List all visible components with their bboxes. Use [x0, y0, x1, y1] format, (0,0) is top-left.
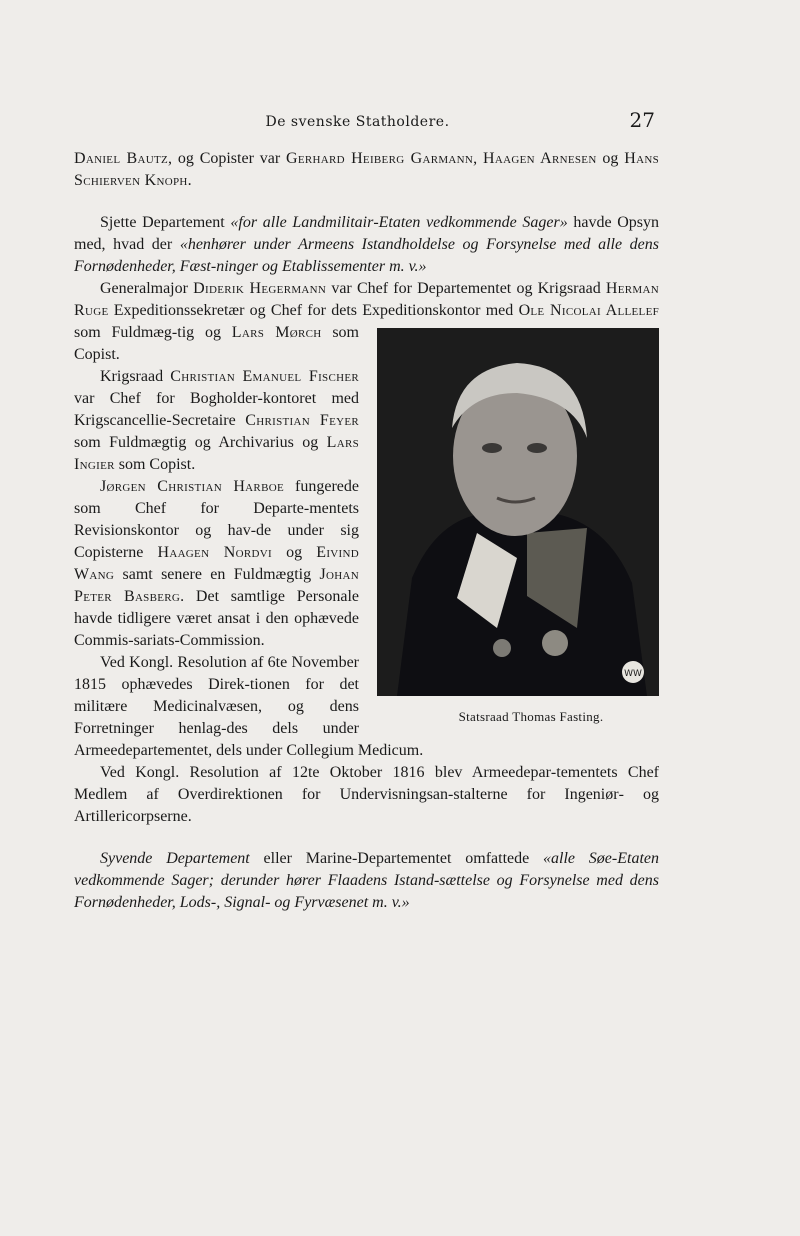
person-name: Gerhard Heiberg Garmann: [286, 150, 474, 167]
person-name: Herman Ruge: [74, 280, 659, 319]
person-name: Haagen Nordvi: [157, 544, 272, 561]
italic-quote: «for alle Landmilitair‐Etaten vedkommende Sager»: [230, 214, 568, 231]
text-run: Krigsraad: [100, 368, 171, 385]
body-text: [74, 148, 659, 914]
page: [60, 100, 670, 1200]
portrait-monogram: WW: [624, 669, 642, 679]
person-name: Christian Feyer: [245, 412, 359, 429]
person-name: Hans Schierven Knoph: [74, 150, 660, 189]
portrait-order-star: [542, 630, 568, 656]
text-run: , og Copister var: [168, 150, 287, 167]
person-name: Jørgen Christian Harboe: [100, 478, 284, 495]
person-name: Lars Ingier: [74, 434, 359, 473]
text-run: og: [596, 150, 625, 167]
person-name: Ole Nicolai Allelef: [518, 302, 660, 319]
text-run: eller Marine‐Departementet omfattede: [249, 850, 544, 867]
page-header: [60, 108, 655, 138]
figure-caption: Statsraad Thomas Fasting.: [458, 709, 604, 724]
person-name: Christian Emanuel Fischer: [170, 368, 359, 385]
portrait-left-eye: [482, 443, 502, 453]
paragraph-7: Ved Kongl. Resolution af 12te Oktober 1816 blev Armeedepar‐tementets Chef Medlem af Overdirektionen for Undervisningsan‐stalterne for Ingeniør‐ og Artillericorpserne.: [74, 764, 659, 825]
italic-quote: «alle Søe‐Etaten vedkommende Sager; derunder hører Flaadens Istand‐sættelse og Forsynelse med dens Fornødenheder, Lods‐, Signal‐ og Fyrvæsenet m. v.»: [74, 850, 659, 911]
paragraph-1: [74, 148, 659, 192]
text-run: som Copist.: [114, 456, 196, 473]
person-name: Diderik Hegermann: [193, 280, 327, 297]
portrait-medal: [493, 639, 511, 657]
text-run: var Chef for Departementet og Krigsraad: [326, 280, 606, 297]
text-run: Sjette Departement: [100, 214, 231, 231]
text-run: som Fuldmæg‐tig og: [74, 324, 232, 341]
text-run: .: [187, 172, 192, 189]
person-name: Lars Mørch: [231, 324, 322, 341]
person-name: Daniel Bautz: [74, 150, 168, 167]
text-run: ,: [473, 150, 484, 167]
portrait-image: [377, 328, 659, 696]
running-title: De svenske Statholdere.: [265, 114, 450, 130]
italic-quote: «henhører under Armeens Istandholdelse og Forsynelse med alle dens Fornødenheder, Fæst‐ninger og Etablissementer m. v.»: [74, 236, 660, 275]
person-name: Eivind Wang: [74, 544, 359, 583]
text-run: Generalmajor: [100, 280, 194, 297]
text-run: havde Opsyn med, hvad der: [74, 214, 660, 253]
text-run: som Copist.: [74, 324, 360, 363]
portrait-figure: [377, 328, 659, 728]
text-run: samt senere en Fuldmægtig: [114, 566, 320, 583]
text-run: og: [271, 544, 317, 561]
italic-term: Syvende Departement: [100, 850, 250, 867]
text-run: . Det samtlige Personale havde tidligere været ansat i den ophævede Commis‐sariats‐Commission.: [74, 588, 359, 649]
text-run: fungerede som Chef for Departe‐mentets Revisionskontor og hav‐de under sig Copisterne: [74, 478, 359, 561]
paragraph-6: Ved Kongl. Resolution af 6te November 1815 ophævedes Direk‐tionen for det militære Medicinalvæsen, og dens Forretninger henlag‐des dels under Armeedepartementet, dels under Collegium Medicum.: [74, 654, 424, 759]
person-name: Haagen Arnesen: [483, 150, 597, 167]
text-run: var Chef for Bogholder‐kontoret med Krigscancellie‐Secretaire: [74, 390, 359, 429]
text-run: som Fuldmægtig og Archivarius og: [74, 434, 327, 451]
paragraph-2: [74, 212, 659, 278]
portrait-right-eye: [527, 443, 547, 453]
page-number: 27: [629, 108, 655, 132]
person-name: Johan Peter Basberg: [74, 566, 359, 605]
paragraph-8: [74, 848, 659, 914]
text-run: Expeditionssekretær og Chef for dets Expeditionskontor med: [108, 302, 519, 319]
